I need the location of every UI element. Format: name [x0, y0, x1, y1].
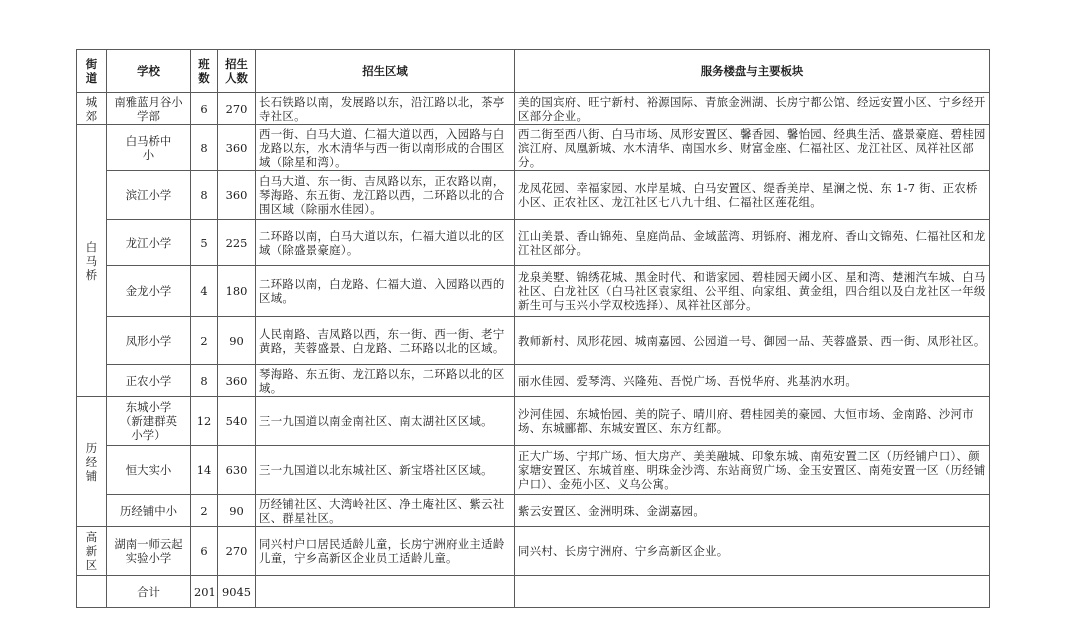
- table-row: [77, 171, 990, 220]
- enroll-count: 360: [218, 171, 256, 220]
- service-text: 沙河佳园、东城怡园、美的院子、晴川府、碧桂园美的豪园、大恒市场、金南路、沙河市场、东城郦都、东城安置区、东方红都。: [515, 397, 990, 446]
- class-count: 2: [191, 495, 218, 527]
- header-row: [77, 50, 990, 93]
- school-name: 南雅蓝月谷小学部: [107, 93, 191, 125]
- class-count: 4: [191, 266, 218, 317]
- header-service: 服务楼盘与主要板块: [515, 50, 990, 93]
- enrollment-table-wrapper: [76, 49, 990, 608]
- enroll-count: 360: [218, 365, 256, 397]
- class-count: 8: [191, 171, 218, 220]
- enroll-count: 540: [218, 397, 256, 446]
- header-classes: 班数: [191, 50, 218, 93]
- table-row: [77, 397, 990, 446]
- service-text: 美的国宾府、旺宁新村、裕源国际、青旅金洲湖、长房宁都公馆、经远安置小区、宁乡经开区部分企业。: [515, 93, 990, 125]
- enroll-count: 630: [218, 446, 256, 495]
- table-row: [77, 317, 990, 365]
- enroll-count: 90: [218, 317, 256, 365]
- zone-text: 同兴村户口居民适龄儿童，长房宁洲府业主适龄儿童，宁乡高新区企业员工适龄儿童。: [256, 527, 515, 576]
- district-baimaqiao: 白马桥: [77, 125, 107, 397]
- header-zone: 招生区域: [256, 50, 515, 93]
- enroll-count: 225: [218, 220, 256, 266]
- zone-text: 人民南路、吉凤路以西，东一街、西一街、老宁黄路，芙蓉盛景、白龙路、二环路以北的区域。: [256, 317, 515, 365]
- service-text: 西二街至西八街、白马市场、凤形安置区、馨香园、馨怡园、经典生活、盛景豪庭、碧桂园滨江府、凤凰新城、水木清华、南国水乡、财富金座、仁福社区、龙江社区、凤祥社区部分。: [515, 125, 990, 171]
- district-chengjiao: 城郊: [77, 93, 107, 125]
- class-count: 8: [191, 125, 218, 171]
- zone-text: 西一街、白马大道、仁福大道以西，入园路与白龙路以东，水木清华与西一街以南形成的合围区域（除星和湾）。: [256, 125, 515, 171]
- enroll-count: 360: [218, 125, 256, 171]
- school-name: 东城小学（新建群英小学）: [107, 397, 191, 446]
- zone-text: 长石铁路以南，发展路以东，沿江路以北，茶亭寺社区。: [256, 93, 515, 125]
- enroll-count: 270: [218, 93, 256, 125]
- service-text: 紫云安置区、金洲明珠、金湖嘉园。: [515, 495, 990, 527]
- service-text: 正大广场、宁邦广场、恒大房产、美美融城、印象东城、南苑安置二区（历经铺户口）、颜家塘安置区、东城首座、明珠金沙湾、东站商贸广场、金玉安置区、南苑安置一区（历经铺户口）、金苑小区、义乌公寓。: [515, 446, 990, 495]
- total-enroll: 9045: [218, 576, 256, 608]
- class-count: 6: [191, 527, 218, 576]
- class-count: 5: [191, 220, 218, 266]
- zone-text: 三一九国道以南金南社区、南太湖社区区域。: [256, 397, 515, 446]
- zone-text: 历经铺社区、大湾岭社区、净土庵社区、紫云社区、群星社区。: [256, 495, 515, 527]
- service-text: 江山美景、香山锦苑、皇庭尚品、金域蓝湾、玥铄府、湘龙府、香山文锦苑、仁福社区和龙江社区部分。: [515, 220, 990, 266]
- district-lijingpu: 历经铺: [77, 397, 107, 527]
- table-row: [77, 527, 990, 576]
- table-row: [77, 365, 990, 397]
- enroll-count: 90: [218, 495, 256, 527]
- header-street: 街道: [77, 50, 107, 93]
- header-enroll: 招生人数: [218, 50, 256, 93]
- zone-text: 三一九国道以北东城社区、新宝塔社区区域。: [256, 446, 515, 495]
- enroll-count: 270: [218, 527, 256, 576]
- total-label: 合计: [107, 576, 191, 608]
- zone-text: 二环路以南，白马大道以东，仁福大道以北的区域（除盛景豪庭）。: [256, 220, 515, 266]
- total-blank-service: [515, 576, 990, 608]
- table-row: [77, 125, 990, 171]
- table-row: [77, 495, 990, 527]
- service-text: 龙泉美墅、锦绣花城、黑金时代、和谐家园、碧桂园天阈小区、星和湾、楚湘汽车城、白马社区、白龙社区（白马社区袁家组、公平组、向家组、黄金组，四合组以及白龙社区一年级新生可与玉兴小学双校选择）、凤祥社区部分。: [515, 266, 990, 317]
- table-row: [77, 266, 990, 317]
- enrollment-table: [76, 49, 990, 608]
- table-row: [77, 93, 990, 125]
- header-school: 学校: [107, 50, 191, 93]
- class-count: 14: [191, 446, 218, 495]
- school-name: 历经铺中小: [107, 495, 191, 527]
- school-name: 正农小学: [107, 365, 191, 397]
- school-name: 滨江小学: [107, 171, 191, 220]
- school-name: 湖南一师云起实验小学: [107, 527, 191, 576]
- school-name: 凤形小学: [107, 317, 191, 365]
- zone-text: 琴海路、东五街、龙江路以东，二环路以北的区域。: [256, 365, 515, 397]
- service-text: 同兴村、长房宁洲府、宁乡高新区企业。: [515, 527, 990, 576]
- service-text: 丽水佳园、爱琴湾、兴隆苑、吾悦广场、吾悦华府、兆基汭水玥。: [515, 365, 990, 397]
- total-classes: 201: [191, 576, 218, 608]
- service-text: 龙凤花园、幸福家园、水岸星城、白马安置区、缇香美岸、星澜之悦、东 1-7 街、正农桥小区、正农社区、龙江社区七八九十组、仁福社区莲花组。: [515, 171, 990, 220]
- zone-text: 白马大道、东一街、吉凤路以东，正农路以南，琴海路、东五街、龙江路以西，二环路以北的合围区域（除丽水佳园）。: [256, 171, 515, 220]
- class-count: 2: [191, 317, 218, 365]
- total-blank-zone: [256, 576, 515, 608]
- class-count: 6: [191, 93, 218, 125]
- district-gaoxin: 高新区: [77, 527, 107, 576]
- table-row: [77, 220, 990, 266]
- class-count: 8: [191, 365, 218, 397]
- school-name: 白马桥中小: [107, 125, 191, 171]
- school-name: 金龙小学: [107, 266, 191, 317]
- enroll-count: 180: [218, 266, 256, 317]
- service-text: 教师新村、凤形花园、城南嘉园、公园道一号、御园一品、芙蓉盛景、西一街、凤形社区。: [515, 317, 990, 365]
- school-name: 龙江小学: [107, 220, 191, 266]
- total-blank-cell: [77, 576, 107, 608]
- zone-text: 二环路以南，白龙路、仁福大道、入园路以西的区域。: [256, 266, 515, 317]
- class-count: 12: [191, 397, 218, 446]
- school-name: 恒大实小: [107, 446, 191, 495]
- table-row: [77, 446, 990, 495]
- total-row: [77, 576, 990, 608]
